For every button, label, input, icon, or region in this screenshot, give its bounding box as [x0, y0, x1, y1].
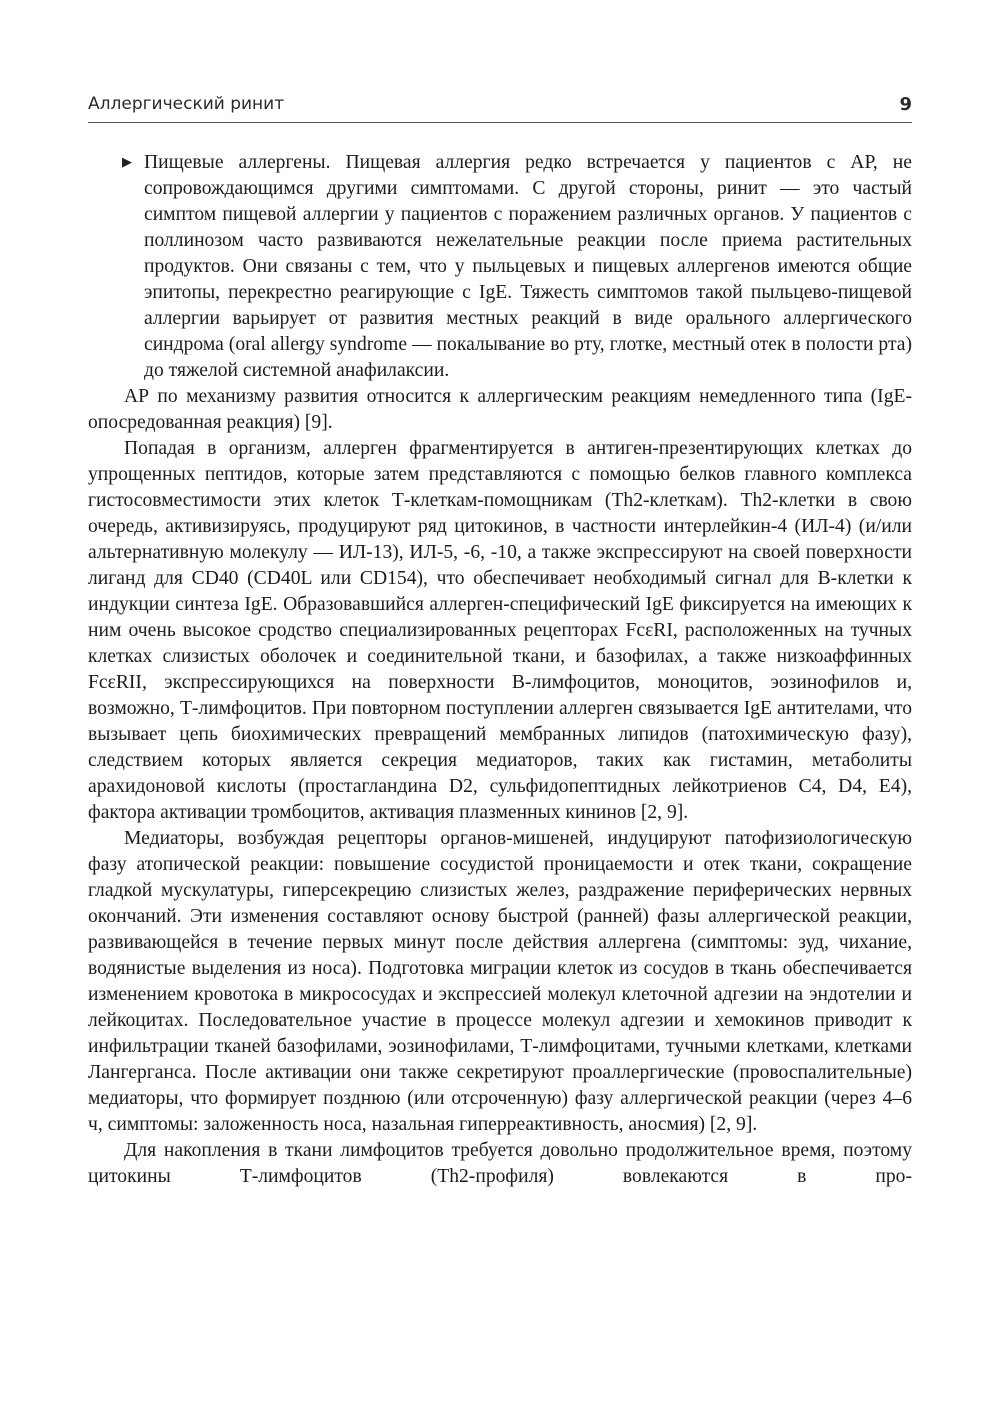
- body-text: [88, 150, 912, 1190]
- paragraph-ar-mechanism: АР по механизму развития относится к аллергическим реакциям немедленного типа (IgE-опосредованная реакция) [9].: [88, 386, 912, 433]
- triangle-bullet-icon: ▶: [122, 155, 132, 170]
- running-header-title: Аллергический ринит: [88, 94, 285, 114]
- paragraph-mediators: Медиаторы, возбуждая рецепторы органов-мишеней, индуцируют патофизиологическую фазу атопической реакции: повышение сосудистой проницаемости и отек ткани, сокращение гладкой мускулатуры, гиперсекрецию слизистых желез, раздражение периферических нервных окончаний. Эти изменения составляют основу быстрой (ранней) фазы аллергической реакции, развивающейся в течение первых минут после действия аллергена (симптомы: зуд, чихание, водянистые выделения из носа). Подготовка миграции клеток из сосудов в ткань обеспечивается изменением кровотока в микрососудах и экспрессией молекул клеточной адгезии на эндотелии и лейкоцитах. Последовательное участие в процессе молекул адгезии и хемокинов приводит к инфильтрации тканей базофилами, эозинофилами, Т-лимфоцитами, тучными клетками, клетками Лангерганса. После активации они также секретируют проаллергические (провоспалительные) медиаторы, что формирует позднюю (или отсроченную) фазу аллергической реакции (через 4–6 ч, симптомы: заложенность носа, назальная гиперреактивность, аносмия) [2, 9].: [88, 828, 912, 1135]
- bullet-item-food-allergens: [88, 150, 912, 384]
- header-divider: [88, 122, 912, 123]
- paragraph-lymphocytes: Для накопления в ткани лимфоцитов требуется довольно продолжительное время, поэтому цитокины Т-лимфоцитов (Th2-профиля) вовлекаются в про-: [88, 1140, 912, 1187]
- bullet-text: Пищевые аллергены. Пищевая аллергия редко встречается у пациентов с АР, не сопровождающимся другими симптомами. С другой стороны, ринит — это частый симптом пищевой аллергии у пациентов с поражением различных органов. У пациентов с поллинозом часто развиваются нежелательные реакции после приема растительных продуктов. Они связаны с тем, что у пыльцевых и пищевых аллергенов имеются общие эпитопы, перекрестно реагирующие с IgE. Тяжесть симптомов такой пыльцево-пищевой аллергии варьирует от развития местных реакций в виде орального аллергического синдрома (oral allergy syndrome — покалывание во рту, глотке, местный отек в полости рта) до тяжелой системной анафилаксии.: [144, 152, 912, 381]
- running-header: [88, 94, 912, 116]
- paragraph-sensitization: Попадая в организм, аллерген фрагментируется в антиген-презентирующих клетках до упрощенных пептидов, которые затем представляются с помощью белков главного комплекса гистосовместимости этих клеток Т-клеткам-помощникам (Th2-клеткам). Th2-клетки в свою очередь, активизируясь, продуцируют ряд цитокинов, в частности интерлейкин-4 (ИЛ-4) (и/или альтернативную молекулу — ИЛ-13), ИЛ-5, -6, -10, а также экспрессируют на своей поверхности лиганд для CD40 (CD40L или CD154), что обеспечивает необходимый сигнал для В-клетки к индукции синтеза IgE. Образовавшийся аллерген-специфический IgE фиксируется на имеющих к ним очень высокое сродство специализированных рецепторах FcεRI, расположенных на тучных клетках слизистых оболочек и соединительной ткани, и базофилах, а также низкоаффинных FcεRII, экспрессирующихся на поверхности В-лимфоцитов, моноцитов, эозинофилов и, возможно, Т-лимфоцитов. При повторном поступлении аллерген связывается IgE антителами, что вызывает цепь биохимических превращений мембранных липидов (патохимическую фазу), следствием которых является секреция медиаторов, таких как гистамин, метаболиты арахидоновой кислоты (простагландина D2, сульфидопептидных лейкотриенов С4, D4, E4), фактора активации тромбоцитов, активация плазменных кининов [2, 9].: [88, 438, 912, 823]
- page-number: 9: [899, 94, 912, 115]
